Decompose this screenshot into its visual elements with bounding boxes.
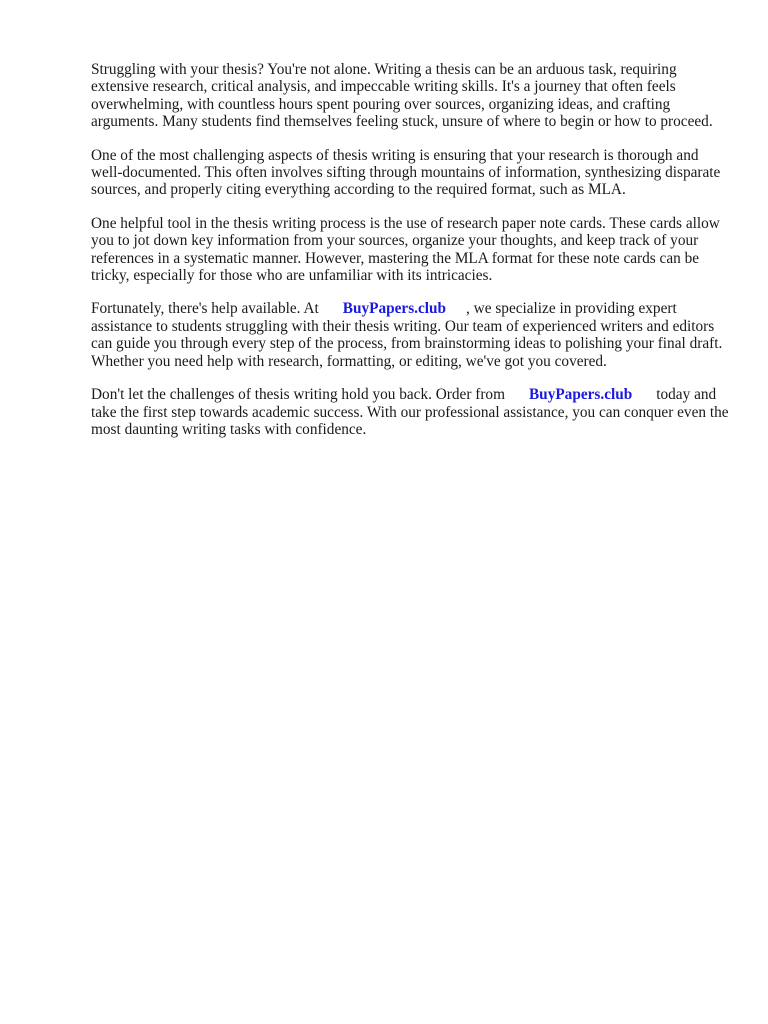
paragraph-help bbox=[91, 300, 731, 370]
paragraph-order-rest: today and take the first step towards academic success. With our professional assistance, you can conquer even the most daunting writing tasks with confidence. bbox=[91, 386, 729, 438]
paragraph-help-rest: , we specialize in providing expert assistance to students struggling with their thesis writing. Our team of experienced writers and editors can guide you through every step of the process, from brainstorming ideas to polishing your final draft. Whether you need help with research, formatting, or editing, we've got you covered. bbox=[91, 300, 723, 370]
buypapers-order-link[interactable]: BuyPapers.club bbox=[528, 386, 633, 404]
paragraph-note-cards: One helpful tool in the thesis writing process is the use of research paper note cards. These cards allow you to jot down key information from your sources, organize your thoughts, and keep track of your references in a systematic manner. However, mastering the MLA format for these note cards can be tricky, especially for those who are unfamiliar with its intricacies. bbox=[91, 214, 720, 285]
document-body bbox=[91, 61, 731, 454]
buypapers-link[interactable]: BuyPapers.club bbox=[342, 300, 447, 318]
paragraph-intro: Struggling with your thesis? You're not alone. Writing a thesis can be an arduous task, requiring extensive research, critical analysis, and impeccable writing skills. It's a journey that often feels overwhelming, with countless hours spent pouring over sources, organizing ideas, and crafting arguments. Many students find themselves feeling stuck, unsure of where to begin or how to proceed. bbox=[91, 61, 713, 131]
paragraph-challenges: One of the most challenging aspects of thesis writing is ensuring that your research is thorough and well-documented. This often involves sifting through mountains of information, synthesizing disparate sources, and properly citing everything according to the required format, such as MLA. bbox=[91, 146, 721, 199]
paragraph-order-lead: Don't let the challenges of thesis writing hold you back. Order from bbox=[91, 386, 505, 404]
paragraph-help-lead: Fortunately, there's help available. At bbox=[91, 300, 319, 318]
paragraph-order bbox=[91, 386, 731, 438]
